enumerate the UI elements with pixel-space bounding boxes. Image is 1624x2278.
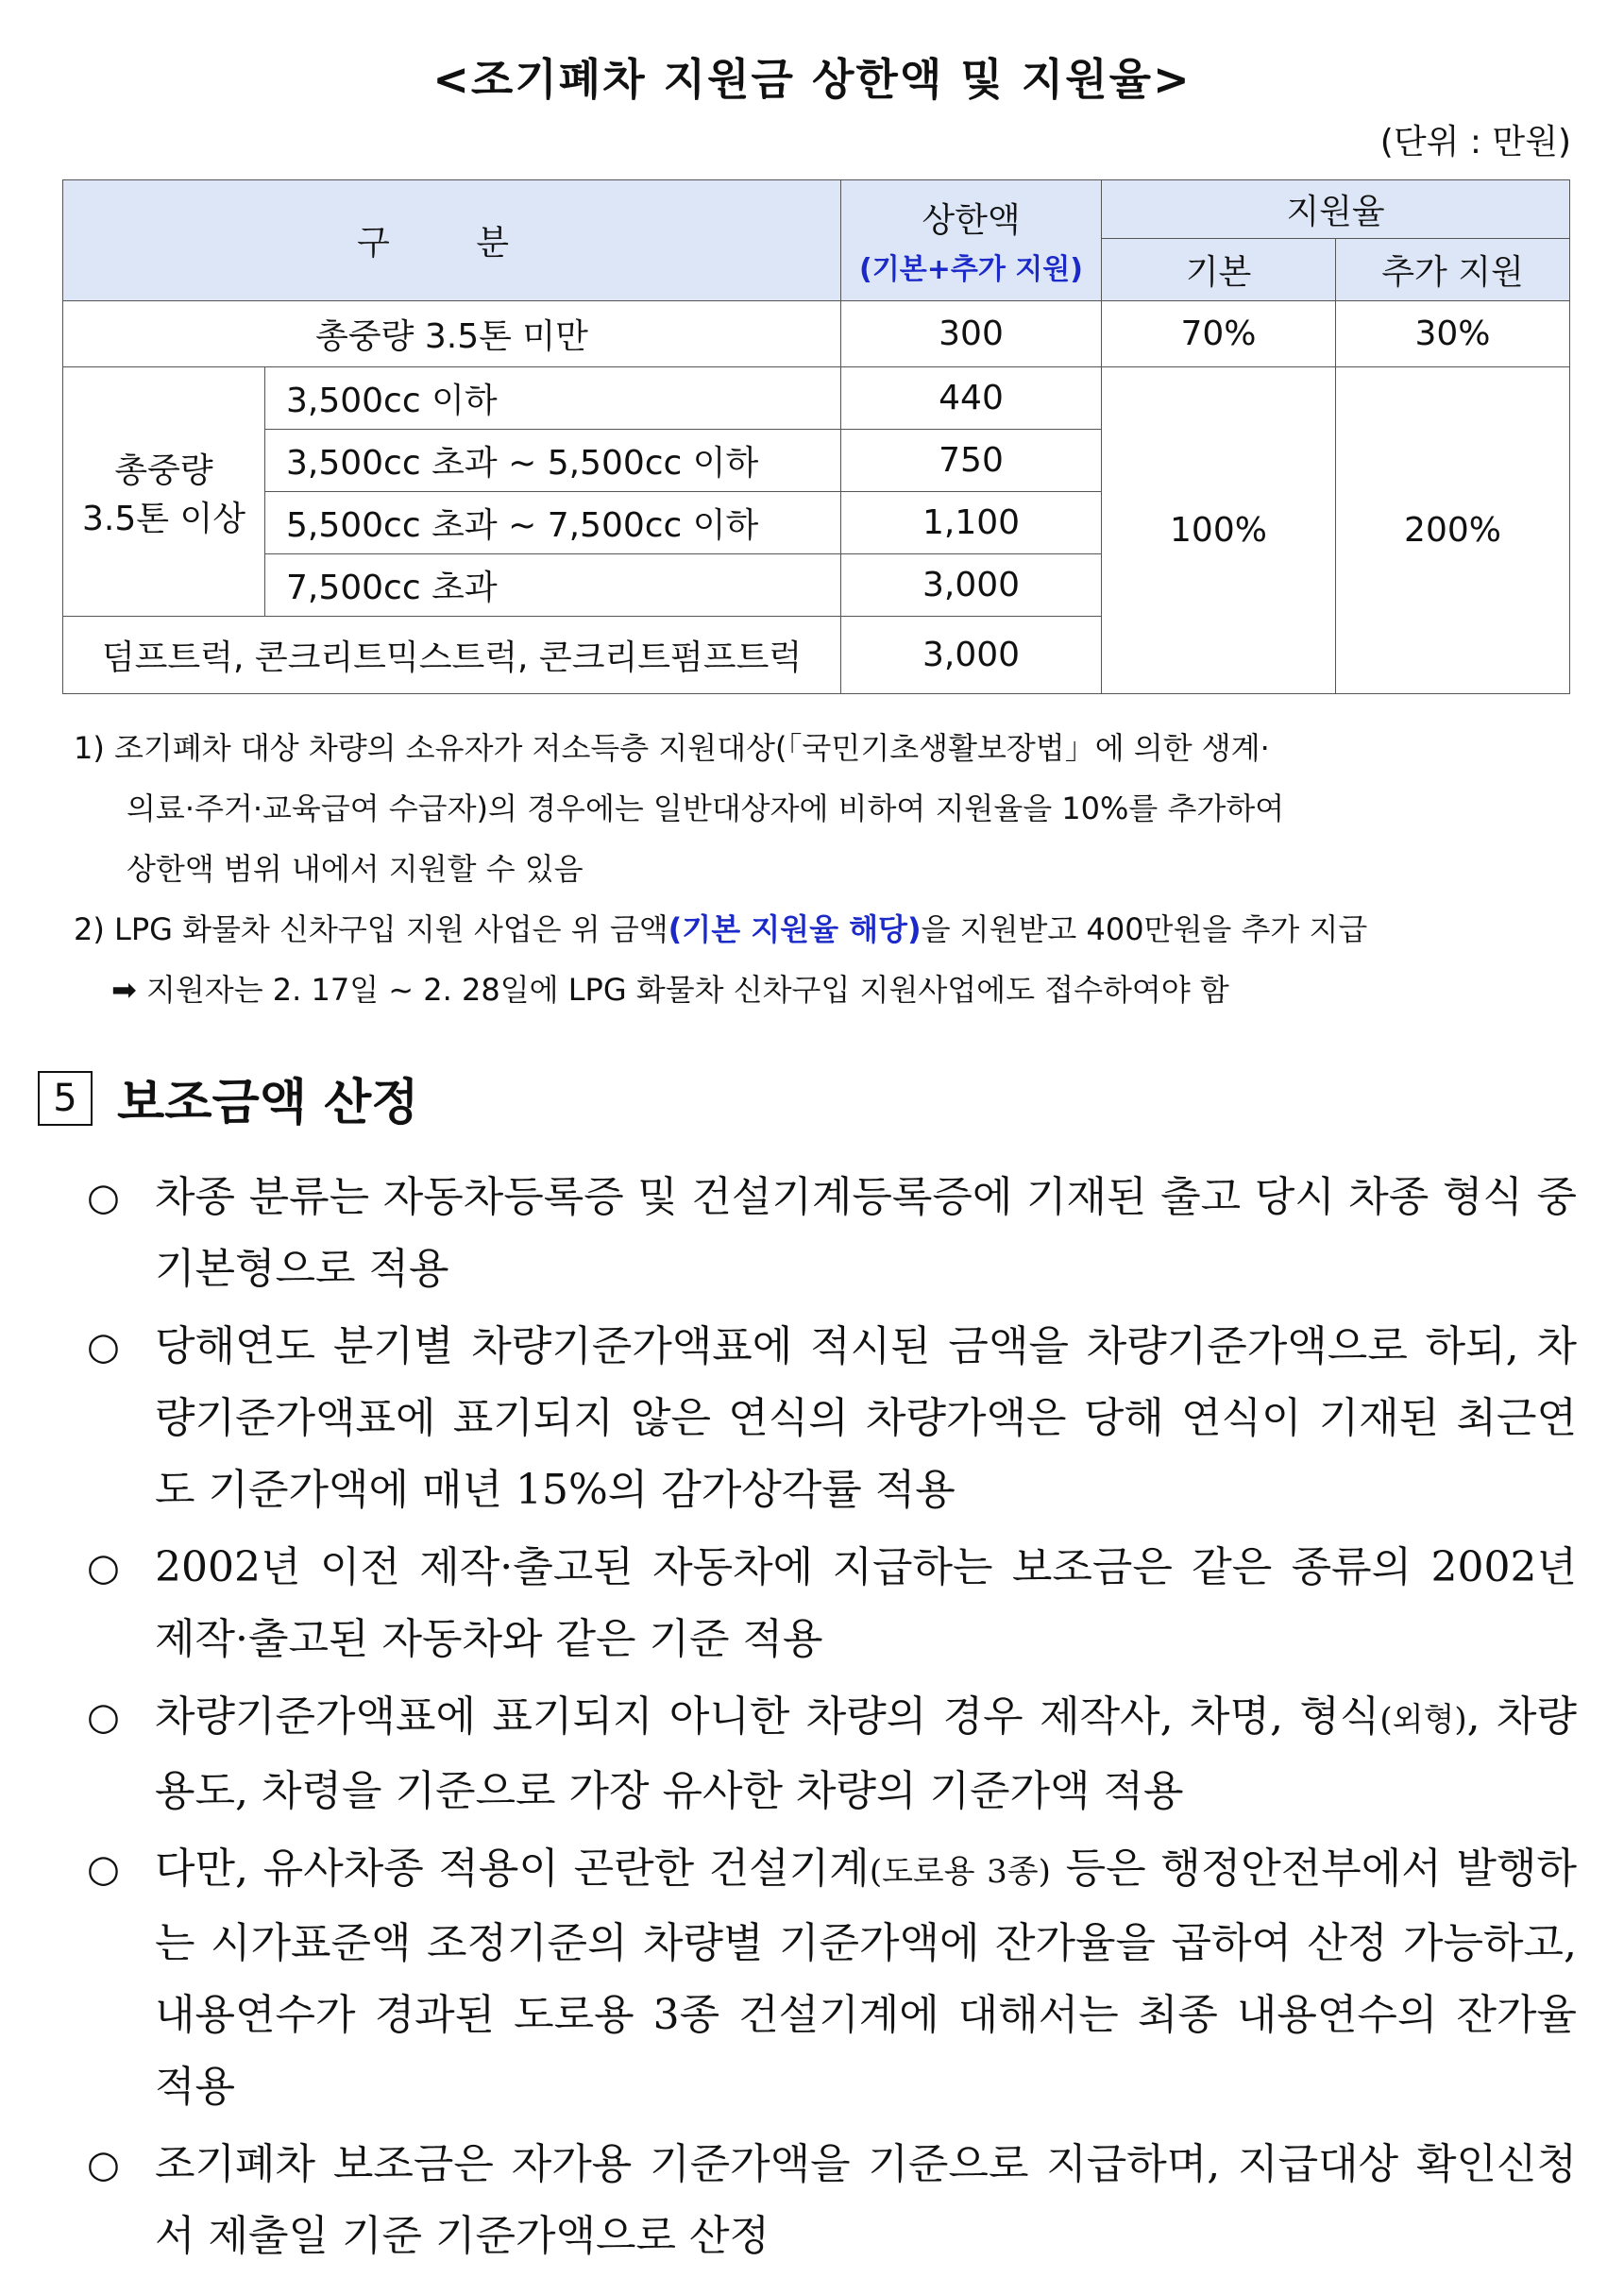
section-title: 보조금액 산정 [117, 1075, 419, 1131]
row-under-extra: 30% [1336, 301, 1570, 367]
note-2-highlight: (기본 지원율 해당) [668, 911, 922, 947]
row-under-cap: 300 [841, 301, 1102, 367]
header-cap [841, 180, 1102, 301]
table-row [63, 367, 1570, 430]
note-1-line3: 상한액 범위 내에서 지원할 수 있음 [127, 851, 584, 887]
section-number-box: 5 [38, 1071, 93, 1126]
list-item-text-small: (외형) [1379, 1701, 1467, 1739]
group-label-line2: 3.5톤 이상 [81, 499, 246, 538]
list-item-text-post: , 차량용도, 차령을 기준으로 가장 유사한 차량의 기준가액 적용 [155, 1692, 1578, 1815]
subsidy-table [62, 179, 1570, 694]
bullet-list [87, 1162, 1577, 2278]
row-label: 3,500cc 초과 ~ 5,500cc 이하 [265, 430, 841, 492]
list-item [87, 2129, 1577, 2272]
row-cap: 750 [841, 430, 1102, 492]
circle-bullet-icon: ○ [87, 1695, 120, 1739]
circle-bullet-icon: ○ [87, 1325, 120, 1368]
list-item-text [155, 1833, 1577, 2123]
list-item-text-small: (도로용 3종) [869, 1853, 1051, 1891]
row-cap: 3,000 [841, 554, 1102, 617]
group-label [63, 367, 265, 617]
list-item [87, 1681, 1577, 1828]
row-under-basic: 70% [1102, 301, 1336, 367]
list-item-text: 2002년 이전 제작·출고된 자동차에 지급하는 보조금은 같은 종류의 2002년 제작·출고된 자동차와 같은 기준 적용 [155, 1543, 1577, 1663]
over-extra-rate: 200% [1336, 367, 1570, 694]
list-item-text [155, 1681, 1577, 1828]
row-cap: 440 [841, 367, 1102, 430]
row-label: 5,500cc 초과 ~ 7,500cc 이하 [265, 492, 841, 554]
circle-bullet-icon: ○ [87, 1176, 120, 1219]
row-label: 3,500cc 이하 [265, 367, 841, 430]
list-item [87, 1162, 1577, 1305]
list-item [87, 1833, 1577, 2123]
header-gubun: 구 분 [63, 180, 841, 301]
list-item [87, 1311, 1577, 1526]
header-extra: 추가 지원 [1336, 239, 1570, 301]
note-2-line1 [74, 899, 1575, 960]
over-basic-rate: 100% [1102, 367, 1336, 694]
unit-label: (단위 : 만원) [1379, 123, 1571, 162]
note-1-line1: 1) 조기폐차 대상 차량의 소유자가 저소득층 지원대상(「국민기초생활보장법」에 의한 생계· [74, 730, 1270, 766]
list-item-text: 차종 분류는 자동차등록증 및 건설기계등록증에 기재된 출고 당시 차종 형식 중 기본형으로 적용 [155, 1173, 1577, 1293]
row-special-cap: 3,000 [841, 617, 1102, 694]
table-title: <조기폐차 지원금 상한액 및 지원율> [432, 54, 1192, 105]
group-label-line1: 총중량 [114, 450, 213, 490]
list-item-text-pre: 차량기준가액표에 표기되지 아니한 차량의 경우 제작사, 차명, 형식 [155, 1692, 1380, 1741]
note-2-line2: ➡ 지원자는 2. 17일 ~ 2. 28일에 LPG 화물차 신차구입 지원사업에도 접수하여야 함 [111, 972, 1229, 1008]
list-item [87, 1532, 1577, 1675]
row-cap: 1,100 [841, 492, 1102, 554]
row-under-label: 총중량 3.5톤 미만 [63, 301, 841, 367]
list-item-text-post: 등은 행정안전부에서 발행하는 시가표준액 조정기준의 차량별 기준가액에 잔가율을 곱하여 산정 가능하고, 내용연수가 경과된 도로용 3종 건설기계에 대해서는 최종 내용연수의 잔가율 적용 [155, 1844, 1577, 2111]
table-notes [74, 718, 1575, 1020]
table-row [63, 301, 1570, 367]
list-item-text: 조기폐차 보조금은 자가용 기준가액을 기준으로 지급하며, 지급대상 확인신청서 제출일 기준 기준가액으로 산정 [155, 2140, 1578, 2260]
list-item-text-pre: 다만, 유사차종 적용이 곤란한 건설기계 [155, 1844, 870, 1893]
header-basic: 기본 [1102, 239, 1336, 301]
section-heading [38, 1062, 419, 1133]
circle-bullet-icon: ○ [87, 1847, 120, 1891]
row-special-label: 덤프트럭, 콘크리트믹스트럭, 콘크리트펌프트럭 [63, 617, 841, 694]
header-cap-label: 상한액 [922, 201, 1021, 240]
circle-bullet-icon: ○ [87, 2143, 120, 2186]
note-1-line2: 의료·주거·교육급여 수급자)의 경우에는 일반대상자에 비하여 지원율을 10%를 추가하여 [127, 790, 1285, 826]
note-2-pre: 2) LPG 화물차 신차구입 지원 사업은 위 금액 [74, 911, 668, 947]
circle-bullet-icon: ○ [87, 1546, 120, 1590]
row-label: 7,500cc 초과 [265, 554, 841, 617]
header-rate: 지원율 [1102, 180, 1570, 239]
note-2-post: 을 지원받고 400만원을 추가 지급 [921, 911, 1368, 947]
header-cap-sub: (기본+추가 지원) [859, 253, 1083, 286]
list-item-text: 당해연도 분기별 차량기준가액표에 적시된 금액을 차량기준가액으로 하되, 차량기준가액표에 표기되지 않은 연식의 차량가액은 당해 연식이 기재된 최근연도 기준가액에 매년 15%의 감가상각률 적용 [155, 1322, 1578, 1514]
